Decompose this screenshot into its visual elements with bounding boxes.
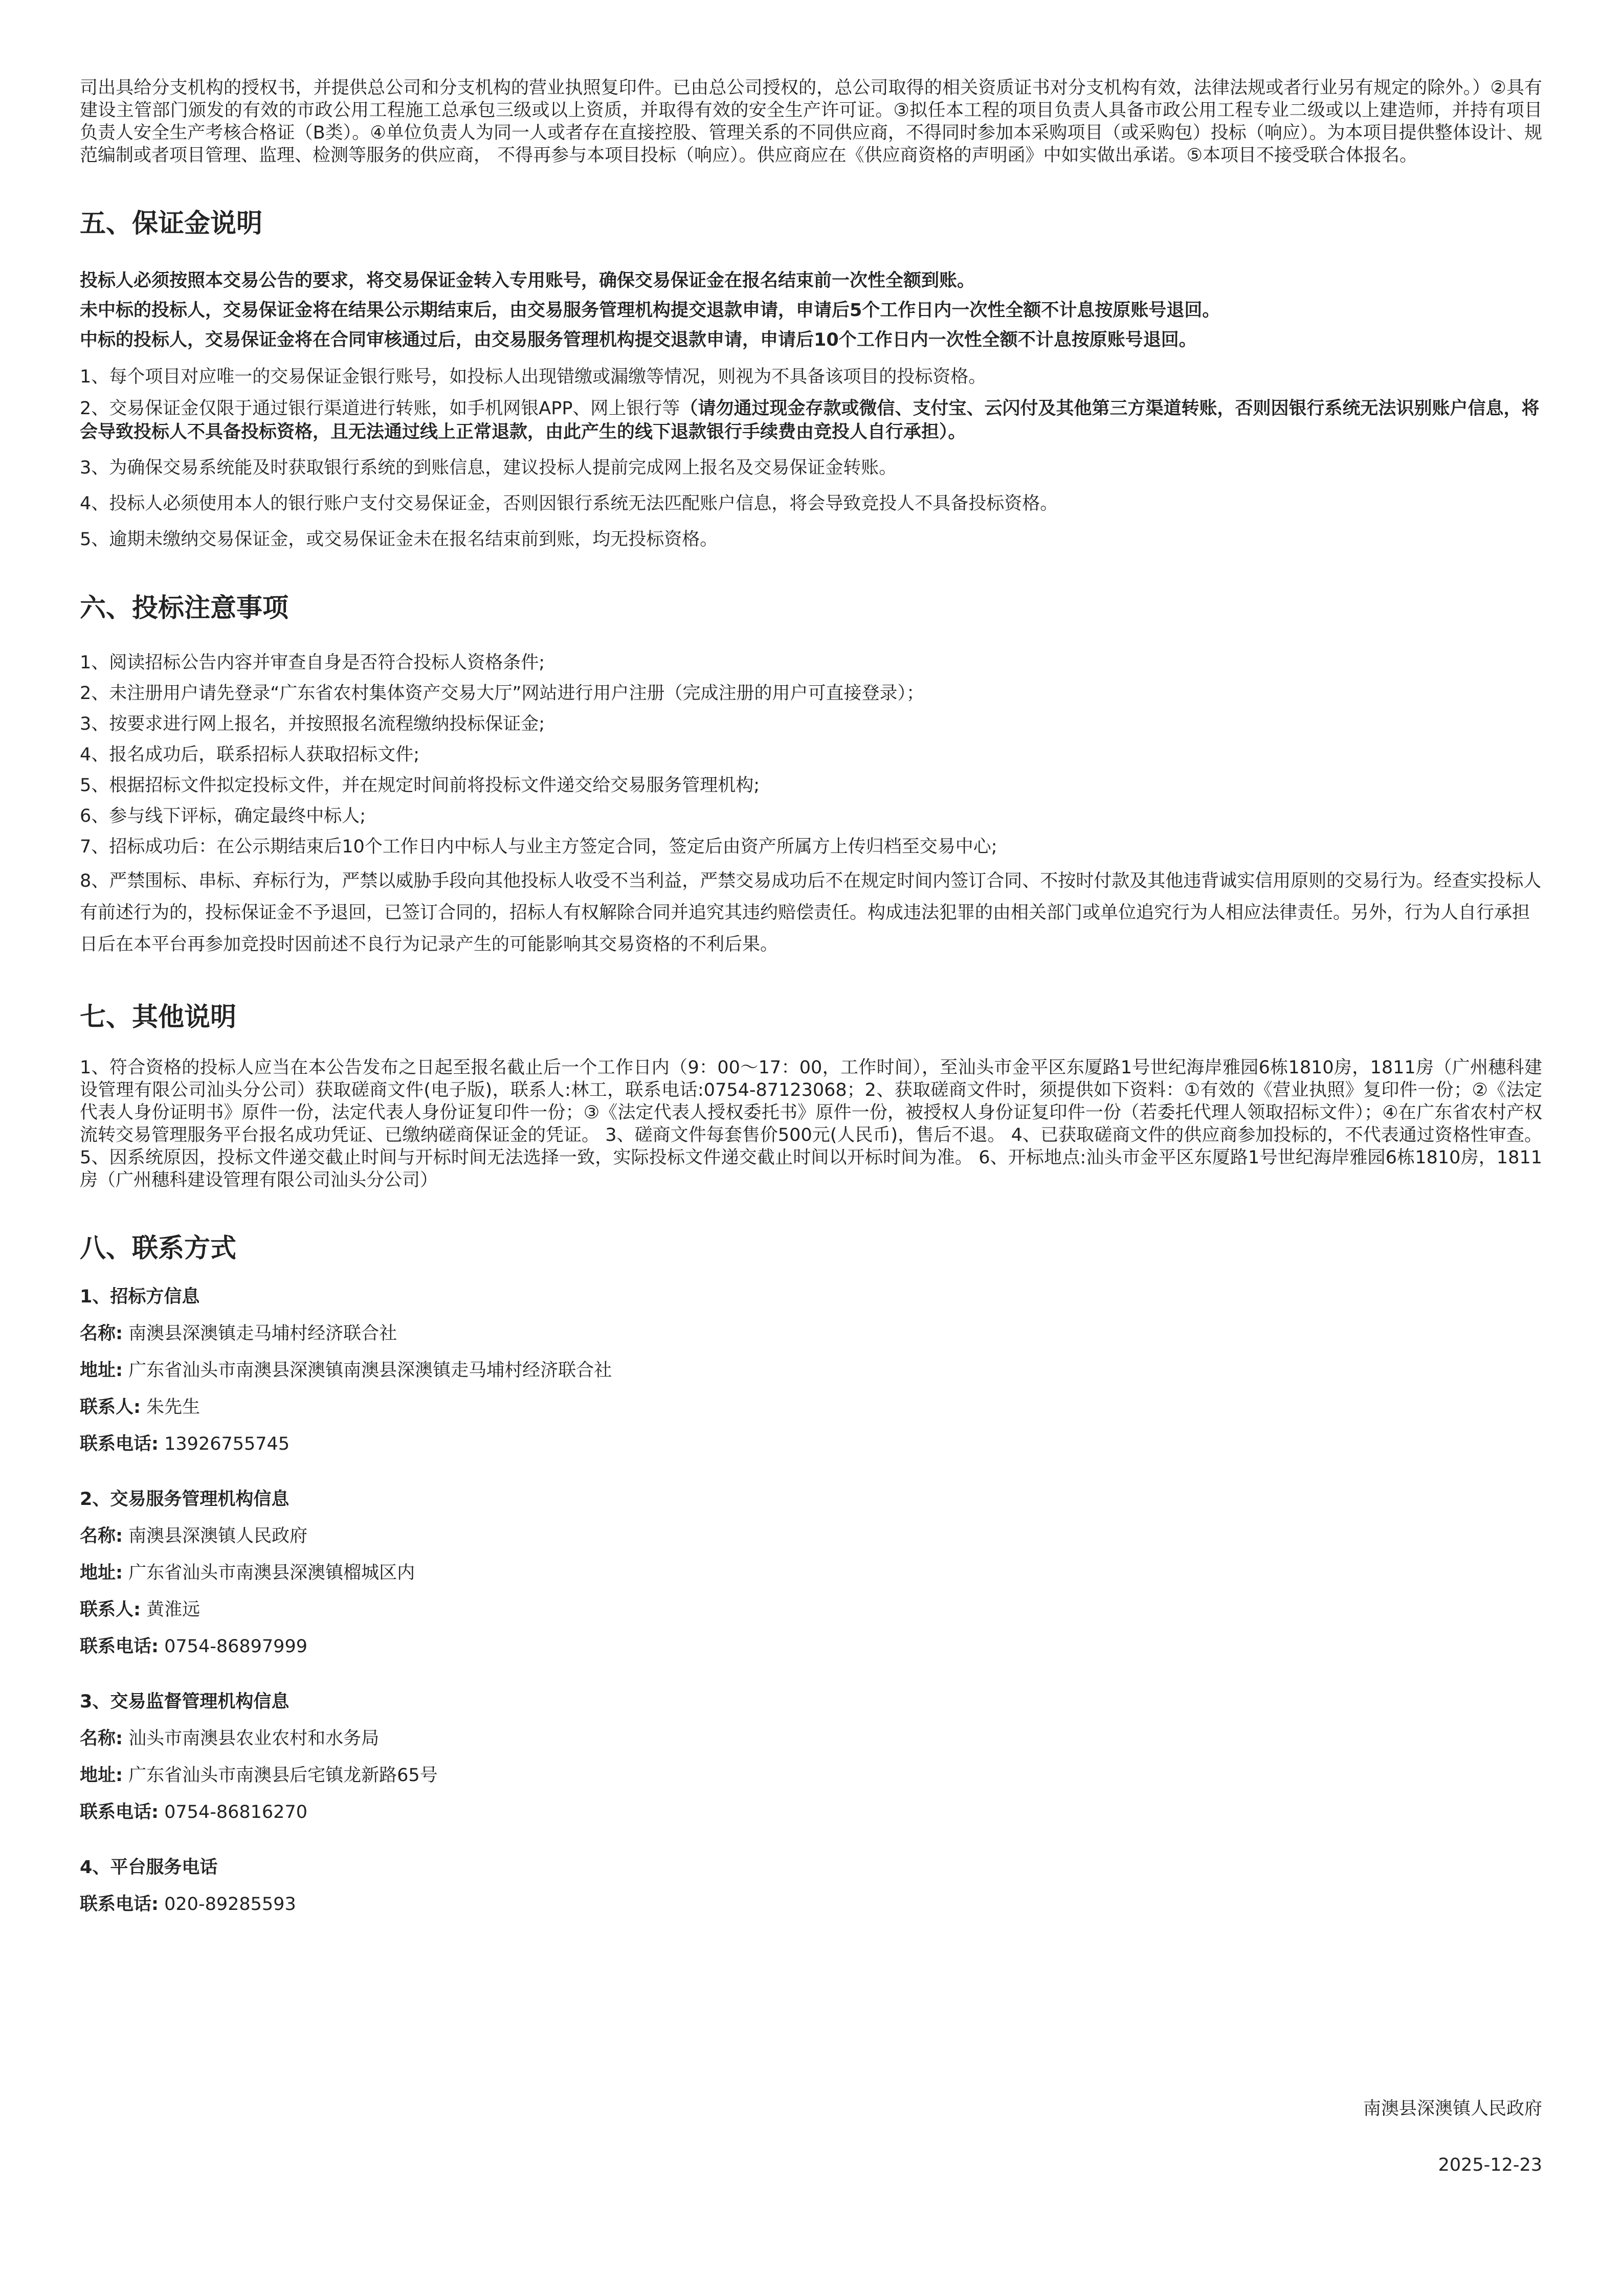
value: 南澳县深澳镇走马埔村经济联合社 bbox=[128, 1323, 397, 1344]
deposit-item-3: 3、为确保交易系统能及时获取银行系统的到账信息，建议投标人提前完成网上报名及交易保证金转账。 bbox=[80, 458, 897, 478]
list-item: 7、招标成功后：在公示期结束后10个工作日内中标人与业主方签定合同，签定后由资产所属方上传归档至交易中心; bbox=[80, 837, 997, 857]
section-6-title: 六、投标注意事项 bbox=[80, 593, 289, 623]
bidding-notes-list bbox=[80, 647, 1542, 960]
list-item: 1、阅读招标公告内容并审查自身是否符合投标人资格条件; bbox=[80, 652, 545, 673]
bold-note: 未中标的投标人，交易保证金将在结果公示期结束后，由交易服务管理机构提交退款申请，申请后5个工作日内一次性全额不计息按原账号退回。 bbox=[80, 300, 1220, 321]
value: 汕头市南澳县农业农村和水务局 bbox=[128, 1728, 380, 1749]
supervision-phone bbox=[80, 1801, 1542, 1824]
service-contact bbox=[80, 1599, 1542, 1621]
deposit-item-2-warning: （请勿通过现金存款或微信、支付宝、云闪付及其他第三方渠道转账，否则因银行系统无法识别账户信息，将会导致投标人不具备投标资格，且无法通过线上正常退款，由此产生的线下退款银行手续费由竞投人自行承担）。 bbox=[80, 398, 1540, 442]
bold-note: 中标的投标人，交易保证金将在合同审核通过后，由交易服务管理机构提交退款申请，申请后10个工作日内一次性全额不计息按原账号退回。 bbox=[80, 330, 1197, 350]
service-heading: 2、交易服务管理机构信息 bbox=[80, 1489, 290, 1510]
list-item: 8、严禁围标、串标、弃标行为，严禁以威胁手段向其他投标人收受不当利益，严禁交易成功后不在规定时间内签订合同、不按时付款及其他违背诚实信用原则的交易行为。经查实投标人有前述行为的，投标保证金不予退回，已签订合同的，招标人有权解除合同并追究其违约赔偿责任。构成违法犯罪的由相关部门或单位追究行为人相应法律责任。另外，行为人自行承担日后在本平台再参加竞投时因前述不良行为记录产生的可能影响其交易资格的不利后果。 bbox=[80, 871, 1542, 955]
tenderer-name bbox=[80, 1322, 1542, 1345]
deposit-item-5: 5、逾期未缴纳交易保证金，或交易保证金未在报名结束前到账，均无投标资格。 bbox=[80, 529, 718, 550]
tenderer-info bbox=[80, 1286, 1542, 1455]
other-notes-paragraph: 1、符合资格的投标人应当在本公告发布之日起至报名截止后一个工作日内（9：00～17：00，工作时间），至汕头市金平区东厦路1号世纪海岸雅园6栋1810房，1811房（广州穗科建设管理有限公司汕头分公司）获取磋商文件(电子版)，联系人:林工，联系电话:0754-87123068；2、获取磋商文件时，须提供如下资料：①有效的《营业执照》复印件一份；②《法定代表人身份证明书》原件一份，法定代表人身份证复印件一份；③《法定代表人授权委托书》原件一份，被授权人身份证复印件一份（若委托代理人领取招标文件）；④在广东省农村产权流转交易管理服务平台报名成功凭证、已缴纳磋商保证金的凭证。 3、磋商文件每套售价500元(人民币)，售后不退。 4、已获取磋商文件的供应商参加投标的，不代表通过资格性审查。 5、因系统原因，投标文件递交截止时间与开标时间无法选择一致，实际投标文件递交截止时间以开标时间为准。 6、开标地点:汕头市金平区东厦路1号世纪海岸雅园6栋1810房，1811房（广州穗科建设管理有限公司汕头分公司） bbox=[80, 1057, 1542, 1190]
deposit-item-2-text: 2、交易保证金仅限于通过银行渠道进行转账，如手机网银APP、网上银行等 bbox=[80, 398, 680, 419]
tenderer-address bbox=[80, 1359, 1542, 1382]
platform-heading: 4、平台服务电话 bbox=[80, 1857, 218, 1878]
supervision-address bbox=[80, 1764, 1542, 1787]
label-phone: 联系电话: bbox=[80, 1894, 159, 1915]
deposit-item-2 bbox=[80, 397, 1542, 444]
value: 广东省汕头市南澳县深澳镇榴城区内 bbox=[128, 1563, 415, 1583]
label-contact: 联系人: bbox=[80, 1397, 141, 1417]
footer-issuer: 南澳县深澳镇人民政府 bbox=[1363, 2099, 1542, 2119]
label-address: 地址: bbox=[80, 1360, 123, 1381]
footer-date: 2025-12-23 bbox=[1438, 2155, 1542, 2175]
supervision-heading: 3、交易监督管理机构信息 bbox=[80, 1692, 290, 1712]
list-item: 2、未注册用户请先登录“广东省农村集体资产交易大厅”网站进行用户注册（完成注册的用户可直接登录）； bbox=[80, 683, 925, 704]
label-phone: 联系电话: bbox=[80, 1434, 159, 1454]
service-phone bbox=[80, 1635, 1542, 1658]
label-address: 地址: bbox=[80, 1765, 123, 1786]
label-name: 名称: bbox=[80, 1728, 123, 1749]
value: 0754-86897999 bbox=[164, 1636, 307, 1657]
section-8-title: 八、联系方式 bbox=[80, 1233, 237, 1264]
platform-phone bbox=[80, 1893, 1542, 1916]
label-name: 名称: bbox=[80, 1323, 123, 1344]
list-item: 4、报名成功后，联系招标人获取招标文件; bbox=[80, 745, 420, 765]
value: 广东省汕头市南澳县后宅镇龙新路65号 bbox=[128, 1765, 438, 1786]
label-address: 地址: bbox=[80, 1563, 123, 1583]
value: 13926755745 bbox=[164, 1434, 290, 1454]
label-phone: 联系电话: bbox=[80, 1802, 159, 1822]
label-name: 名称: bbox=[80, 1526, 123, 1546]
value: 黄淮远 bbox=[146, 1600, 201, 1620]
value: 020-89285593 bbox=[164, 1894, 296, 1915]
value: 朱先生 bbox=[146, 1397, 201, 1417]
value: 广东省汕头市南澳县深澳镇南澳县深澳镇走马埔村经济联合社 bbox=[128, 1360, 612, 1381]
label-phone: 联系电话: bbox=[80, 1636, 159, 1657]
platform-info bbox=[80, 1856, 1542, 1916]
value: 0754-86816270 bbox=[164, 1802, 307, 1822]
list-item: 3、按要求进行网上报名，并按照报名流程缴纳投标保证金; bbox=[80, 714, 545, 734]
service-address bbox=[80, 1562, 1542, 1584]
list-item: 5、根据招标文件拟定投标文件，并在规定时间前将投标文件递交给交易服务管理机构; bbox=[80, 775, 760, 796]
tenderer-heading: 1、招标方信息 bbox=[80, 1287, 200, 1307]
value: 南澳县深澳镇人民政府 bbox=[128, 1526, 308, 1546]
service-agency-info bbox=[80, 1488, 1542, 1658]
section-7-title: 七、其他说明 bbox=[80, 1002, 237, 1032]
intro-paragraph: 司出具给分支机构的授权书，并提供总公司和分支机构的营业执照复印件。已由总公司授权的，总公司取得的相关资质证书对分支机构有效，法律法规或者行业另有规定的除外。）②具有建设主管部门颁发的有效的市政公用工程施工总承包三级或以上资质，并取得有效的安全生产许可证。③拟任本工程的项目负责人具备市政公用工程专业二级或以上建造师，并持有项目负责人安全生产考核合格证（B类）。④单位负责人为同一人或者存在直接控股、管理关系的不同供应商，不得同时参加本采购项目（或采购包）投标（响应）。为本项目提供整体设计、规范编制或者项目管理、监理、检测等服务的供应商， 不得再参与本项目投标（响应）。供应商应在《供应商资格的声明函》中如实做出承诺。⑤本项目不接受联合体报名。 bbox=[80, 78, 1542, 166]
supervision-name bbox=[80, 1727, 1542, 1750]
label-contact: 联系人: bbox=[80, 1600, 141, 1620]
bold-note: 投标人必须按照本交易公告的要求，将交易保证金转入专用账号，确保交易保证金在报名结束前一次性全额到账。 bbox=[80, 271, 975, 291]
tenderer-phone bbox=[80, 1433, 1542, 1455]
supervision-agency-info bbox=[80, 1691, 1542, 1824]
deposit-item-1: 1、每个项目对应唯一的交易保证金银行账号，如投标人出现错缴或漏缴等情况，则视为不具备该项目的投标资格。 bbox=[80, 367, 987, 387]
section-5-title: 五、保证金说明 bbox=[80, 209, 263, 239]
deposit-bold-notes bbox=[80, 266, 1542, 355]
list-item: 6、参与线下评标，确定最终中标人; bbox=[80, 806, 366, 826]
deposit-item-4: 4、投标人必须使用本人的银行账户支付交易保证金，否则因银行系统无法匹配账户信息，将会导致竞投人不具备投标资格。 bbox=[80, 493, 1058, 514]
service-name bbox=[80, 1525, 1542, 1547]
tenderer-contact bbox=[80, 1396, 1542, 1419]
